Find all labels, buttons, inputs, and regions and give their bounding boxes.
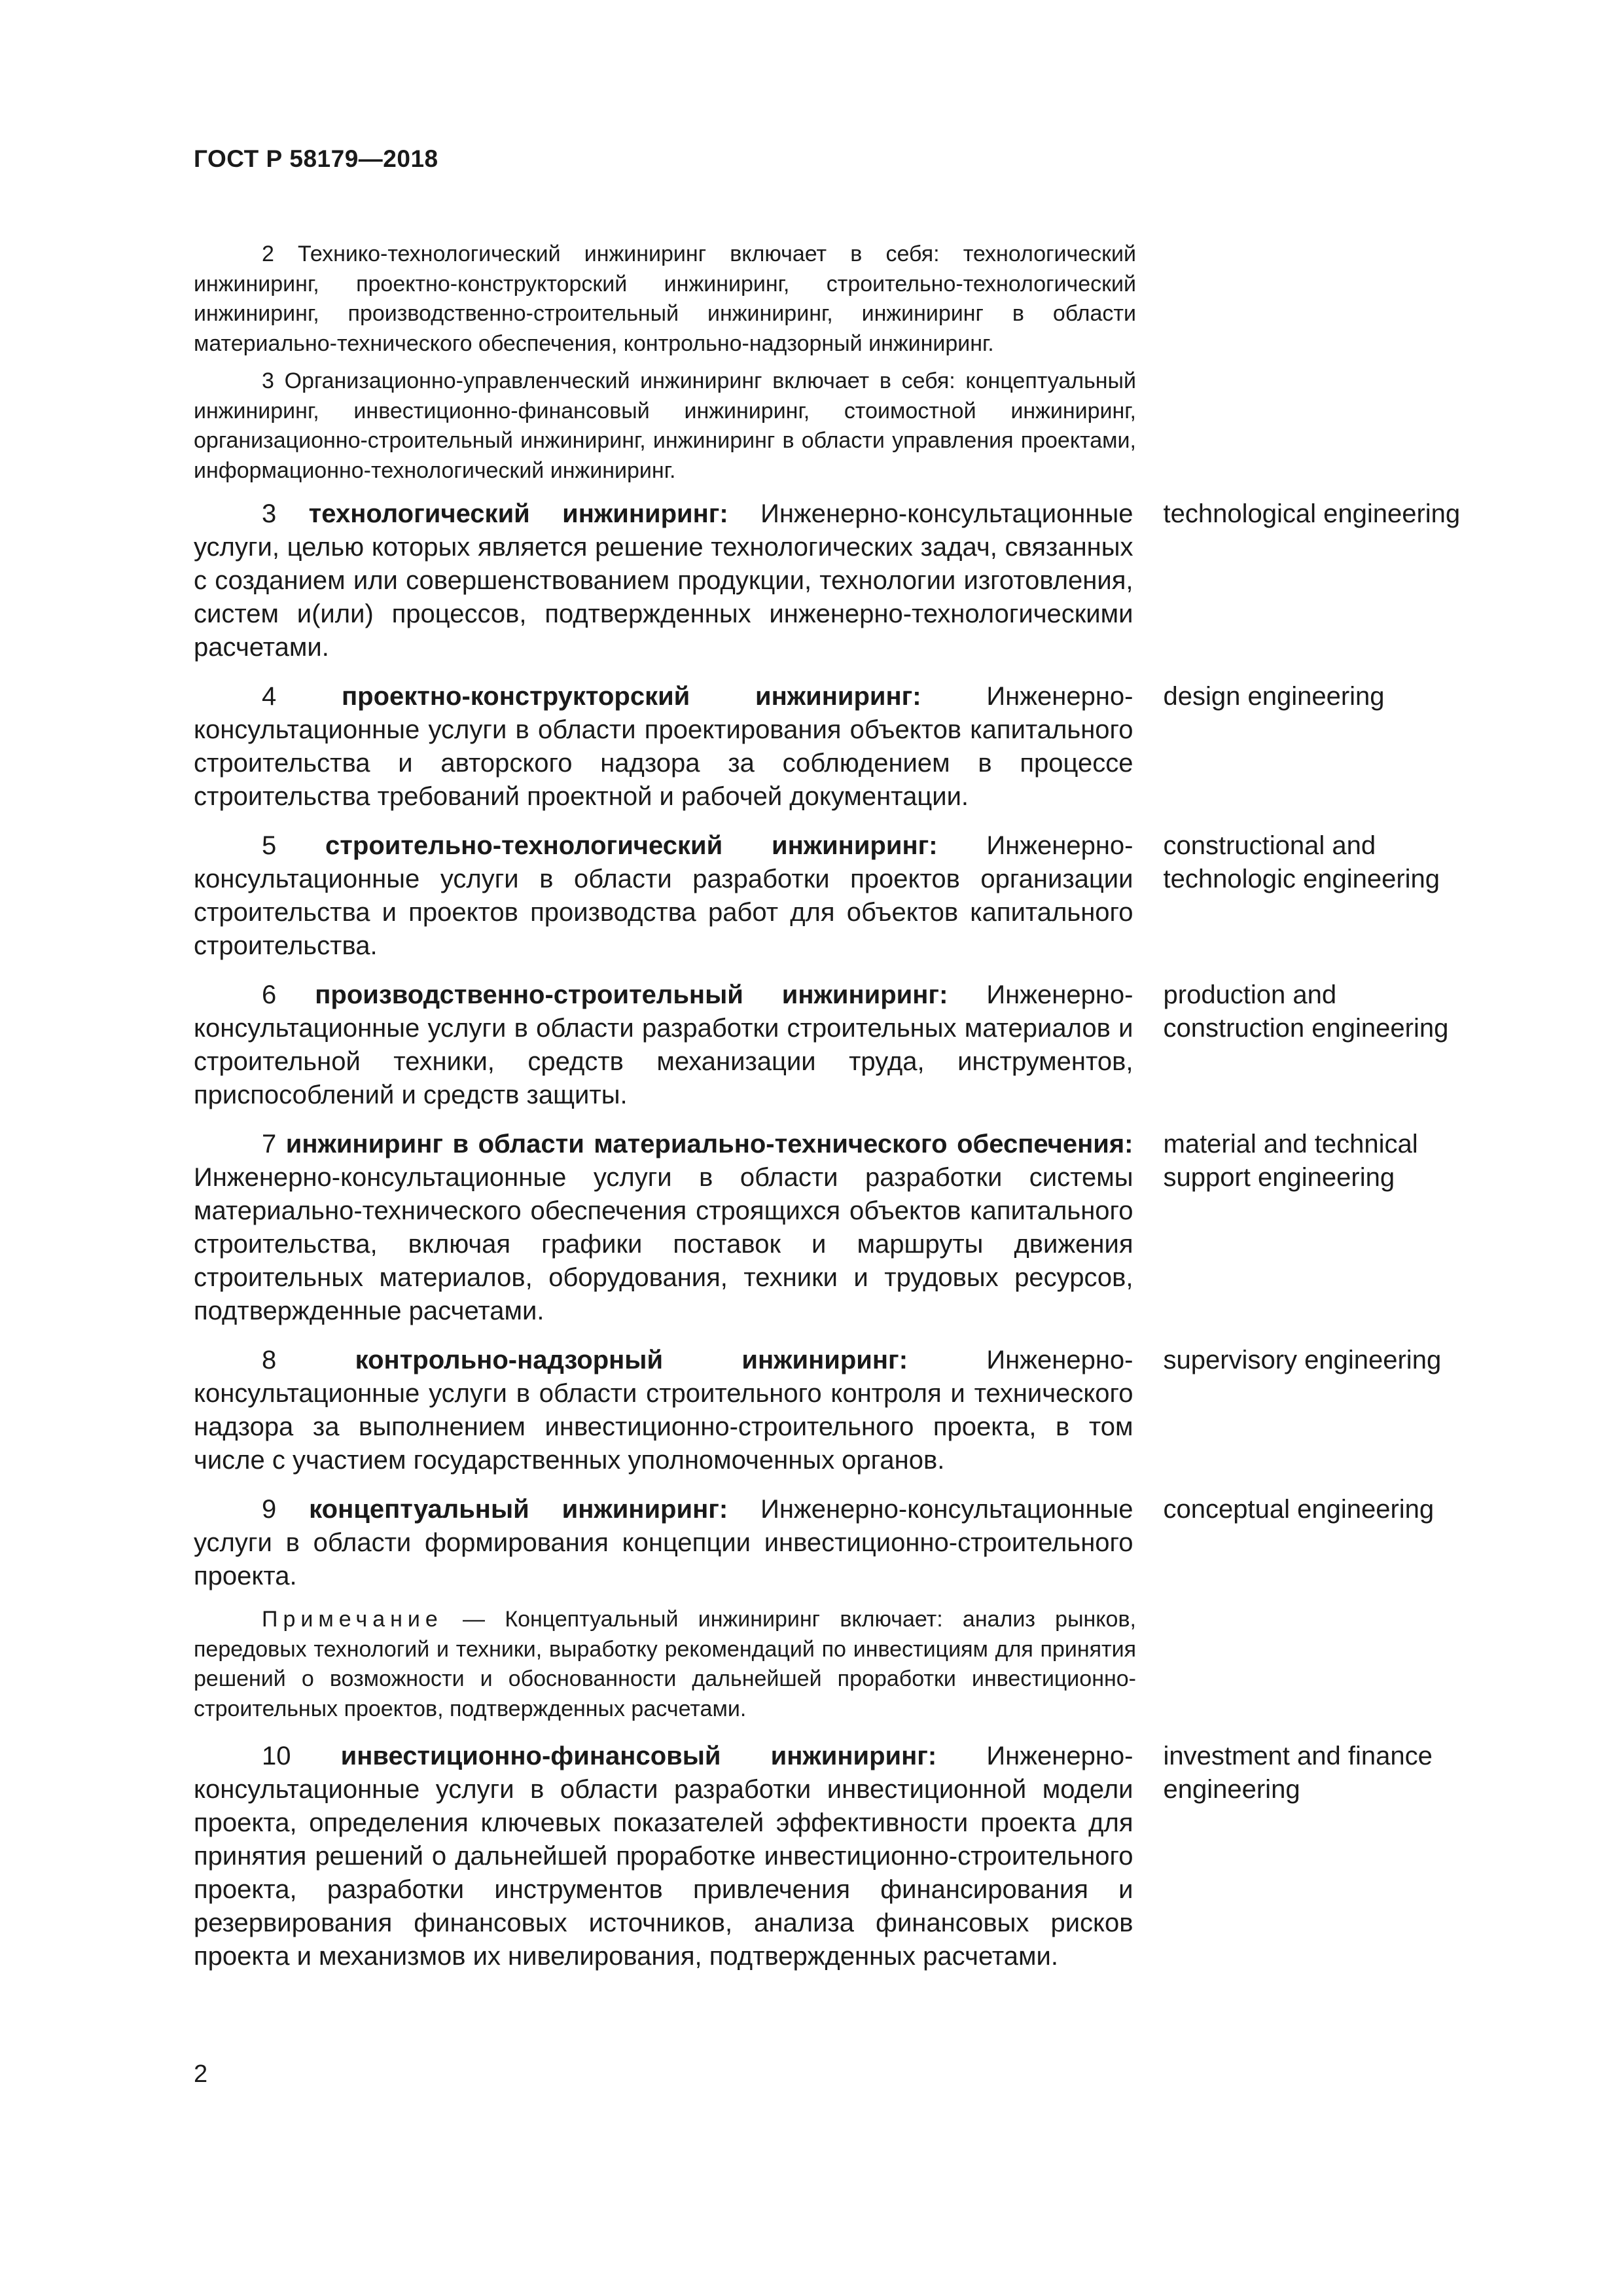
term-number: 4 bbox=[262, 682, 277, 711]
term-english: constructional and technologic engineering bbox=[1163, 831, 1440, 893]
notes-section bbox=[194, 240, 1136, 493]
term-number: 3 bbox=[262, 499, 277, 528]
term-english: design engineering bbox=[1163, 682, 1385, 711]
term-title: концептуальный инжиниринг: bbox=[309, 1495, 728, 1524]
term-entry bbox=[194, 497, 1476, 664]
term-number: 6 bbox=[262, 980, 277, 1009]
document-header: ГОСТ Р 58179—2018 bbox=[194, 145, 438, 172]
term-english: conceptual engineering bbox=[1163, 1495, 1435, 1524]
note-label: Примечание bbox=[262, 1607, 443, 1632]
term-title: технологический инжиниринг: bbox=[308, 499, 728, 528]
terms-list bbox=[194, 497, 1476, 1989]
term-definition: Инженерно-консультационные услуги в области разработки проектов организации строительства и проектов производства работ для объектов капитального строительства. bbox=[194, 831, 1133, 960]
term-definition: Инженерно-консультационные услуги в области строительного контроля и технического надзора за выполнением инвестиционно-строительного проекта, в том числе с участием государственных уполномоченных органов. bbox=[194, 1346, 1133, 1475]
term-english: material and technical support engineering bbox=[1163, 1130, 1418, 1192]
term-title: строительно-технологический инжиниринг: bbox=[325, 831, 938, 860]
term-title: инжиниринг в области материально-технического обеспечения: bbox=[285, 1130, 1133, 1158]
term-definition-block bbox=[194, 497, 1133, 664]
note-paragraph: 3 Организационно-управленческий инжиниринг включает в себя: концептуальный инжиниринг, инвестиционно-финансовый инжиниринг, стоимостной инжиниринг, организационно-строительный инжиниринг, инжиниринг в области управления проектами, информационно-технологический инжиниринг. bbox=[194, 368, 1136, 483]
term-entry bbox=[194, 680, 1476, 814]
term-definition-block bbox=[194, 1344, 1133, 1477]
term-definition-block bbox=[194, 1128, 1133, 1328]
term-definition: Инженерно-консультационные услуги в области формирования концепции инвестиционно-строительного проекта. bbox=[194, 1495, 1133, 1590]
term-english: investment and finance engineering bbox=[1163, 1742, 1433, 1804]
term-entry bbox=[194, 1740, 1476, 1973]
term-english: production and construction engineering bbox=[1163, 980, 1449, 1043]
term-definition-block bbox=[194, 680, 1133, 814]
page-number: 2 bbox=[194, 2060, 208, 2088]
term-definition-block bbox=[194, 829, 1133, 963]
term-number: 9 bbox=[262, 1495, 277, 1524]
term-title: инвестиционно-финансовый инжиниринг: bbox=[340, 1742, 937, 1770]
term-number: 7 bbox=[262, 1130, 277, 1158]
term-title: контрольно-надзорный инжиниринг: bbox=[355, 1346, 908, 1374]
term-number: 8 bbox=[262, 1346, 277, 1374]
term-entry bbox=[194, 1128, 1476, 1328]
term-definition: Инженерно-консультационные услуги в области проектирования объектов капитального строительства и авторского надзора за соблюдением в процессе строительства требований проектной и рабочей документации. bbox=[194, 682, 1133, 811]
term-definition: Инженерно-консультационные услуги в области разработки системы материально-технического обеспечения строящихся объектов капитального строительства, включая графики поставок и маршруты движения строительных материалов, оборудования, техники и трудовых ресурсов, подтвержденные расчетами. bbox=[194, 1163, 1133, 1325]
note-paragraph: 2 Технико-технологический инжиниринг включает в себя: технологический инжиниринг, проектно-конструкторский инжиниринг, строительно-технологический инжиниринг, производственно-строительный инжиниринг, инжиниринг в области материально-технического обеспечения, контрольно-надзорный инжиниринг. bbox=[194, 242, 1136, 356]
note-dash: — bbox=[442, 1607, 505, 1632]
term-number: 5 bbox=[262, 831, 277, 860]
term-definition-block bbox=[194, 1740, 1133, 1973]
term-entry bbox=[194, 829, 1476, 963]
term-definition-block bbox=[194, 1493, 1133, 1593]
term-note bbox=[194, 1605, 1136, 1724]
term-title: производственно-строительный инжиниринг: bbox=[315, 980, 948, 1009]
term-english: technological engineering bbox=[1163, 499, 1461, 528]
term-number: 10 bbox=[262, 1742, 291, 1770]
term-definition-block bbox=[194, 978, 1133, 1112]
note-text: Концептуальный инжиниринг включает: анализ рынков, передовых технологий и техники, выработку рекомендаций по инвестициям для принятия решений о возможности и обоснованности дальнейшей проработки инвестиционно-строительных проектов, подтвержденных расчетами. bbox=[194, 1607, 1136, 1721]
term-definition: Инженерно-консультационные услуги в области разработки инвестиционной модели проекта, определения ключевых показателей эффективности проекта для принятия решений о дальнейшей проработке инвестиционно-строительного проекта, разработки инструментов привлечения финансирования и резервирования финансовых источников, анализа финансовых рисков проекта и механизмов их нивелирования, подтвержденных расчетами. bbox=[194, 1742, 1133, 1971]
term-definition: Инженерно-консультационные услуги, целью которых является решение технологических задач, связанных с созданием или совершенствованием продукции, технологии изготовления, систем и(или) процессов, подтвержденных инженерно-технологическими расчетами. bbox=[194, 499, 1133, 662]
term-title: проектно-конструкторский инжиниринг: bbox=[342, 682, 921, 711]
term-entry bbox=[194, 1493, 1476, 1593]
term-entry bbox=[194, 1344, 1476, 1477]
term-english: supervisory engineering bbox=[1163, 1346, 1442, 1374]
term-definition: Инженерно-консультационные услуги в области разработки строительных материалов и строительной техники, средств механизации труда, инструментов, приспособлений и средств защиты. bbox=[194, 980, 1133, 1109]
term-entry bbox=[194, 978, 1476, 1112]
